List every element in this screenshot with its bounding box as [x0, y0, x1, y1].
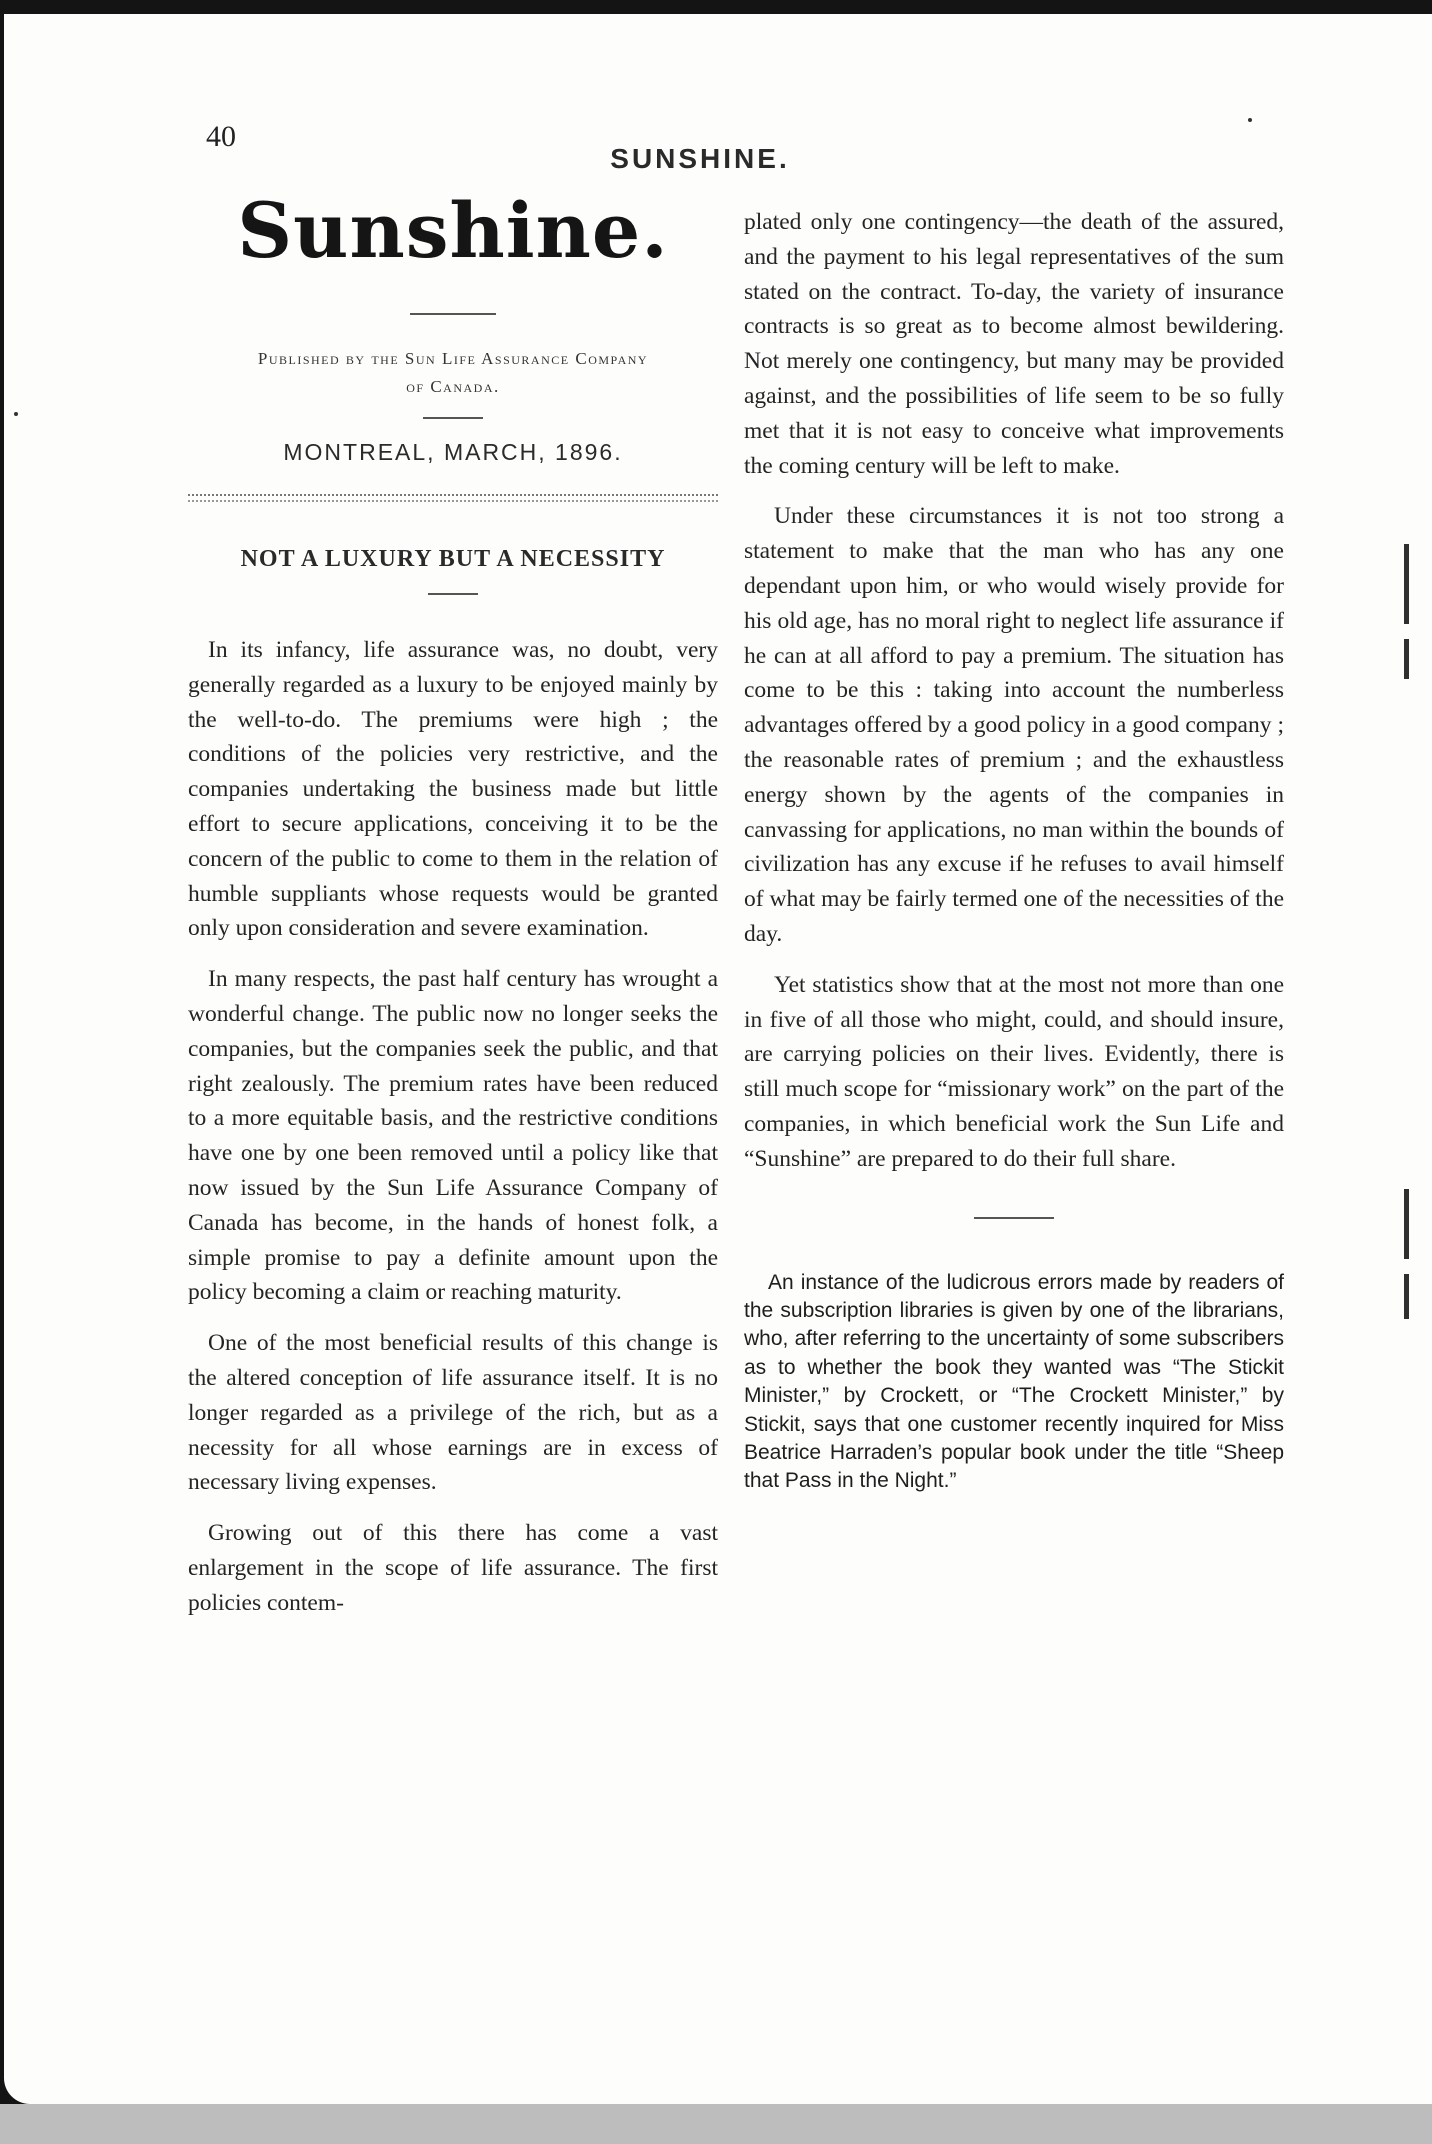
- article-paragraph: Growing out of this there has come a vast enlargement in the scope of life assurance. The first policies contem-: [188, 1520, 718, 1616]
- scan-artifact-mark: [1404, 1189, 1409, 1259]
- right-column: [744, 205, 1284, 1496]
- section-divider: [974, 1217, 1054, 1219]
- running-head: SUNSHINE.: [610, 143, 790, 174]
- divider-rule: [428, 593, 478, 595]
- left-column: [188, 180, 718, 1621]
- article-paragraph: Yet statistics show that at the most not more than one in five of all those who might, could, and should insure, are carrying policies on their lives. Evidently, there is still much scope for “missionary work” on the part of the companies, in which beneficial work the Sun Life and “Sunshine” are prepared to do their full share.: [744, 971, 1284, 1172]
- masthead-title: Sunshine.: [237, 186, 669, 275]
- article-paragraph: Under these circumstances it is not too strong a statement to make that the man who has any one dependant upon him, or who would wisely provide for his old age, has no moral right to neglect life assurance if he can at all afford to pay a premium. The situation has come to be this : taking into account the numberless advantages offered by a good policy in a good company ; the reasonable rates of premium ; and the exhaustless energy shown by the agents of the companies in canvassing for applications, no man within the bounds of civilization has any excuse if he refuses to avail himself of what may be fairly termed one of the necessities of the day.: [744, 503, 1284, 947]
- article-paragraph: In many respects, the past half century has wrought a wonderful change. The public now no longer seeks the companies, but the companies seek the public, and that right zealously. The premium rates have been reduced to a more equitable basis, and the restrictive conditions have one by one been removed until a policy like that now issued by the Sun Life Assurance Company of Canada has become, in the hands of honest folk, a simple promise to pay a definite amount upon the policy becoming a claim or reaching maturity.: [188, 966, 718, 1306]
- article-paragraph: One of the most beneficial results of this change is the altered conception of life assurance itself. It is no longer regarded as a privilege of the rich, but as a necessity for all whose earnings are in excess of necessary living expenses.: [188, 1330, 718, 1496]
- scan-artifact-mark: [1404, 544, 1409, 624]
- article-paragraph-continued: plated only one contingency—the death of the assured, and the payment to his legal representatives of the sum stated on the contract. To-day, the variety of insurance contracts is so great as to become almost bewildering. Not merely one contingency, but many may be provided against, and the possibilities of life seem to be so fully met that it is not easy to conceive what improvements the coming century will be left to make.: [744, 209, 1284, 479]
- dateline: MONTREAL, MARCH, 1896.: [283, 439, 623, 465]
- page-number: 40: [206, 120, 236, 153]
- scan-artifact-mark: [1404, 1274, 1409, 1319]
- article-title: NOT A LUXURY BUT A NECESSITY: [240, 546, 666, 572]
- article-paragraph: In its infancy, life assurance was, no doubt, very generally regarded as a luxury to be enjoyed mainly by the well-to-do. The premiums were high ; the conditions of the policies very restrictive, and the companies undertaking the business made but little effort to secure applications, conceiving it to be the concern of the public to come to them in the relation of humble suppliants whose requests would be granted only upon consideration and severe examination.: [188, 637, 718, 942]
- scan-speck: [14, 412, 18, 416]
- divider-rule: [423, 417, 483, 419]
- anecdote-paragraph: An instance of the ludicrous errors made by readers of the subscription libraries is given by one of the librarians, who, after referring to the uncertainty of some subscribers as to whether the book they wanted was “The Stickit Minister,” by Crockett, or “The Crockett Minister,” by Stickit, says that one customer recently inquired for Miss Beatrice Harraden’s popular book under the title “Sheep that Pass in the Night.”: [744, 1270, 1284, 1493]
- publisher-line-1: Published by the Sun Life Assurance Company: [257, 349, 649, 368]
- divider-rule: [410, 313, 496, 315]
- scan-bottom-strip: [0, 2104, 1432, 2144]
- masthead-double-rule: [188, 494, 718, 502]
- scan-speck: [1248, 118, 1252, 122]
- scan-artifact-mark: [1404, 639, 1409, 679]
- publisher-line-2: of Canada.: [406, 377, 500, 396]
- publisher-line: [188, 345, 718, 401]
